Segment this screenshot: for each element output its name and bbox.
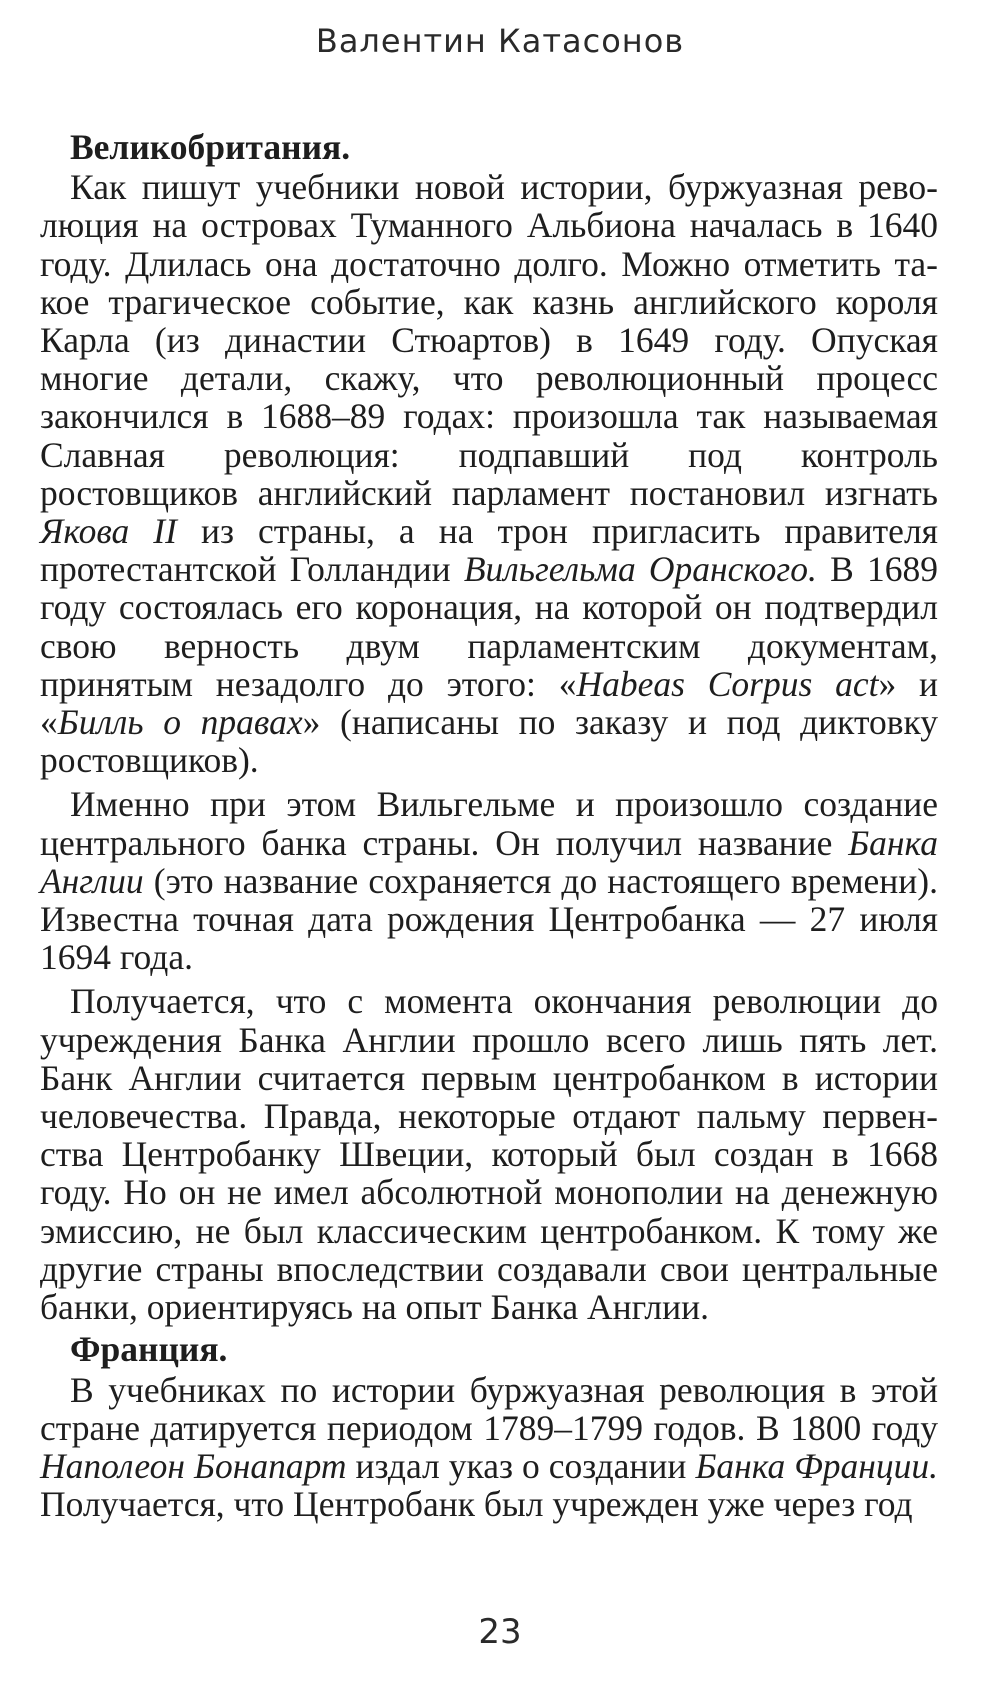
paragraph-britain-3: Получается, что с момента окончания революции до учреждения Банка Англии прошло всего лишь пять лет. Банк Англии считается первым центробанком в истории человечества. Правда, некоторые отдают пальму первенства Центробанку Швеции, который был создан в 1668 году. Но он не имел абсолютной монополии на денежную эмиссию, не был классическим центробанком. К тому же другие страны впоследствии создавали свои центральные банки, ориентируясь на опыт Банка Англии. bbox=[40, 981, 938, 1328]
paragraph-britain-1: Как пишут учебники новой истории, буржуазная революция на островах Туманного Альбиона началась в 1640 году. Длилась она достаточно долго. Можно отметить такое трагическое событие, как казнь английского короля Карла (из династии Стюартов) в 1649 году. Опуская многие детали, скажу, что революционный процесс закончился в 1688–89 годах: произошла так называемая Славная революция: подпавший под контроль ростовщиков английский парламент постановил изгнать Якова II из страны, а на трон пригласить правителя протестантской Голландии Вильгельма Оранского. В 1689 году состоялась его коронация, на которой он подтвердил свою верность двум парламентским документам, принятым незадолго до этого: «Habeas Corpus act» и «Билль о правах» (написаны по заказу и под диктовку ростовщиков). bbox=[40, 167, 939, 781]
section-heading-france: Франция. bbox=[70, 1329, 228, 1370]
running-header-author: Валентин Катасонов bbox=[315, 22, 685, 60]
section-heading-britain: Великобритания. bbox=[70, 127, 351, 167]
page-number: 23 bbox=[478, 1612, 522, 1652]
paragraph-france-1: В учебниках по истории буржуазная революция в этой стране датируется периодом 1789–1799 годов. В 1800 году Наполеон Бонапарт издал указ о создании Банка Франции. Получается, что Центробанк был учрежден уже через год bbox=[40, 1369, 938, 1525]
paragraph-britain-2: Именно при этом Вильгельме и произошло создание центрального банка страны. Он получил название Банка Англии (это название сохраняется до настоящего времени). Известна точная дата рождения Центробанка — 27 июля 1694 года. bbox=[40, 784, 938, 978]
page-body bbox=[40, 128, 938, 1523]
